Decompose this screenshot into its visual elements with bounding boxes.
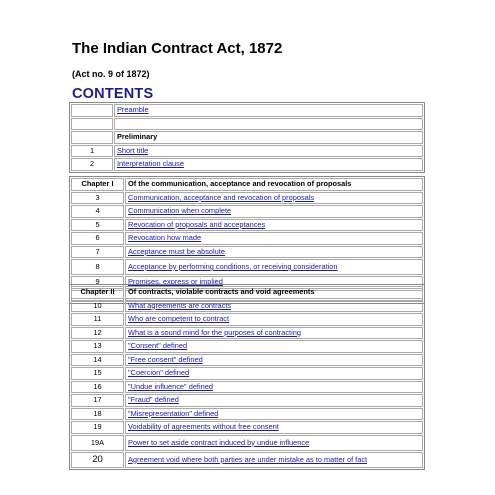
section-cell	[125, 340, 423, 353]
section-number: 11	[71, 313, 124, 326]
section-cell	[125, 192, 423, 205]
section-number: 20	[71, 452, 124, 468]
section-number: 1	[71, 145, 113, 158]
empty-cell	[114, 118, 423, 131]
table-row	[71, 408, 423, 421]
table-row	[71, 259, 423, 275]
chapter-2-table	[69, 284, 425, 470]
table-row	[71, 354, 423, 367]
section-link[interactable]: Promises, express or implied	[128, 277, 223, 287]
section-link[interactable]: Acceptance by performing conditions, or receiving consideration	[128, 262, 338, 271]
section-number: 7	[71, 246, 124, 259]
preamble-cell	[114, 104, 423, 117]
section-cell	[125, 300, 423, 313]
table-row	[71, 232, 423, 245]
section-link[interactable]: Interpretation clause	[117, 159, 184, 169]
section-cell	[125, 435, 423, 451]
section-cell	[125, 408, 423, 421]
section-number: 18	[71, 408, 124, 421]
section-number: 8	[71, 259, 124, 275]
section-number: 2	[71, 158, 113, 171]
section-link[interactable]: Agreement void where both parties are under mistake as to matter of fact	[128, 454, 368, 464]
section-link[interactable]: Revocation of proposals and acceptances	[128, 219, 266, 229]
section-number: 4	[71, 205, 124, 218]
section-number: 19	[71, 421, 124, 434]
table-row	[71, 145, 423, 158]
section-number: 6	[71, 232, 124, 245]
section-link[interactable]: What is a sound mind for the purposes of contracting	[128, 327, 301, 337]
section-link[interactable]: Short title	[117, 145, 149, 155]
section-number: 5	[71, 219, 124, 232]
table-row	[71, 192, 423, 205]
section-link[interactable]: Voidability of agreements without free consent	[128, 422, 279, 432]
table-row	[71, 452, 423, 468]
section-cell	[125, 259, 423, 275]
section-number: 12	[71, 327, 124, 340]
table-row	[71, 246, 423, 259]
section-link[interactable]: "Coercion" defined	[128, 368, 190, 378]
section-cell	[125, 452, 423, 468]
table-row	[71, 205, 423, 218]
chapter-heading: Of contracts, violable contracts and void agreements	[125, 286, 423, 299]
table-row	[71, 435, 423, 451]
table-row	[71, 421, 423, 434]
section-link[interactable]: Acceptance must be absolute	[128, 246, 225, 256]
table-row	[71, 327, 423, 340]
table-row	[71, 219, 423, 232]
section-link[interactable]: Who are competent to contract	[128, 314, 230, 324]
section-cell	[125, 313, 423, 326]
table-row	[71, 118, 423, 131]
section-cell	[125, 246, 423, 259]
section-cell	[125, 421, 423, 434]
page-title: The Indian Contract Act, 1872	[72, 40, 283, 57]
section-cell	[125, 205, 423, 218]
table-row	[71, 131, 423, 144]
table-row	[71, 340, 423, 353]
table-row	[71, 367, 423, 380]
section-number: 19A	[71, 435, 124, 451]
table-row	[71, 381, 423, 394]
act-subtitle: (Act no. 9 of 1872)	[72, 69, 150, 79]
chapter-header-row	[71, 178, 423, 191]
empty-cell	[71, 131, 113, 144]
section-link[interactable]: What agreements are contracts	[128, 300, 232, 310]
section-link[interactable]: "Consent" defined	[128, 341, 188, 351]
table-row	[71, 313, 423, 326]
empty-cell	[71, 118, 113, 131]
section-cell	[114, 145, 423, 158]
chapter-label: Chapter I	[71, 178, 124, 191]
preliminary-heading: Preliminary	[114, 131, 423, 144]
section-link[interactable]: Power to set aside contract induced by undue influence	[128, 437, 310, 447]
section-link[interactable]: Communication, acceptance and revocation of proposals	[128, 192, 315, 202]
section-number: 17	[71, 394, 124, 407]
section-number: 14	[71, 354, 124, 367]
empty-cell	[71, 104, 113, 117]
chapter-header-row	[71, 286, 423, 299]
table-row	[71, 104, 423, 117]
section-cell	[125, 327, 423, 340]
section-number: 10	[71, 300, 124, 313]
contents-heading: CONTENTS	[72, 86, 154, 102]
table-row	[71, 394, 423, 407]
section-link[interactable]: "Misrepresentation" defined	[128, 408, 219, 418]
section-link[interactable]: "Fraud" defined	[128, 395, 179, 405]
section-link[interactable]: Communication when complete	[128, 206, 232, 216]
section-link[interactable]: "Free consent" defined	[128, 354, 203, 364]
section-cell	[125, 219, 423, 232]
section-cell	[125, 232, 423, 245]
preliminary-table	[69, 102, 425, 173]
section-number: 9	[71, 276, 124, 289]
section-number: 3	[71, 192, 124, 205]
section-number: 16	[71, 381, 124, 394]
preamble-link[interactable]: Preamble	[117, 105, 149, 115]
chapter-label: Chapter II	[71, 286, 124, 299]
table-row	[71, 158, 423, 171]
section-cell	[114, 158, 423, 171]
section-number: 13	[71, 340, 124, 353]
section-cell	[125, 367, 423, 380]
section-number: 15	[71, 367, 124, 380]
section-cell	[125, 394, 423, 407]
table-row	[71, 300, 423, 313]
section-cell	[125, 354, 423, 367]
chapter-heading: Of the communication, acceptance and revocation of proposals	[125, 178, 423, 191]
section-cell	[125, 381, 423, 394]
section-link[interactable]: Revocation how made	[128, 233, 202, 243]
section-link[interactable]: "Undue influence" defined	[128, 381, 213, 391]
